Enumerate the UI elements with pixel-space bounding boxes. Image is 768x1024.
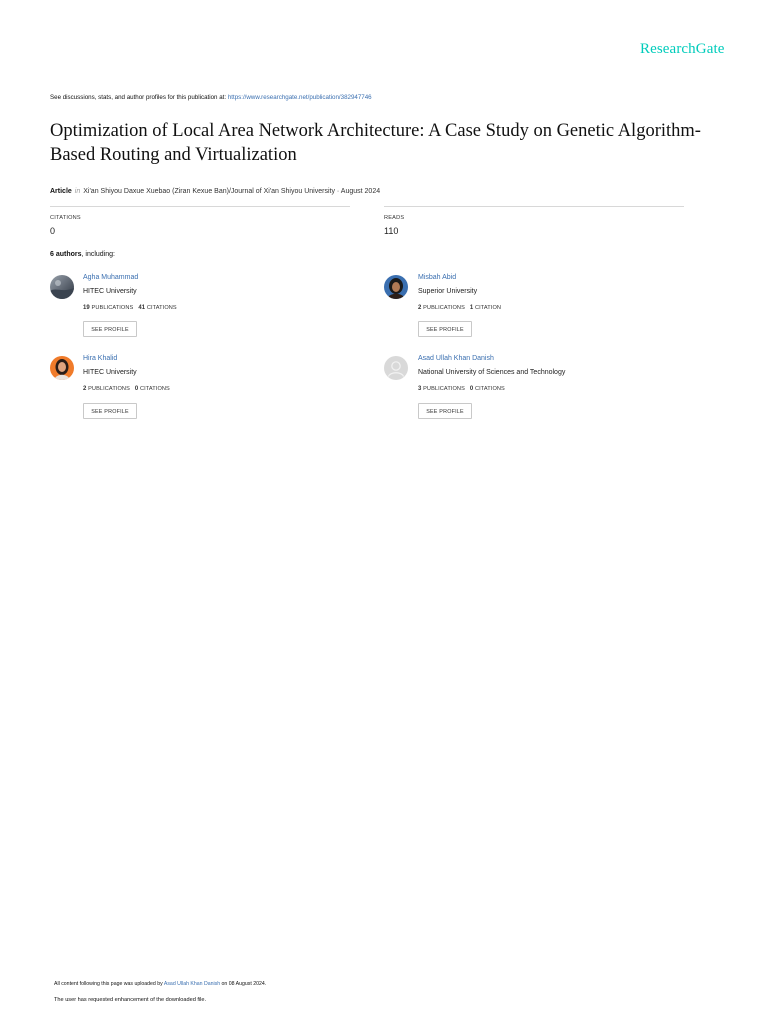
publication-meta — [50, 188, 380, 195]
authors-heading — [50, 251, 115, 258]
meta-separator: · — [334, 188, 341, 195]
upload-notice-prefix: All content following this page was uploaded by — [54, 981, 164, 987]
see-profile-button[interactable]: SEE PROFILE — [418, 403, 472, 419]
author-name-link[interactable]: Hira Khalid — [83, 355, 118, 362]
author-institution: HITEC University — [83, 288, 137, 295]
citations-label: CITATIONS — [474, 386, 505, 392]
upload-notice — [54, 981, 266, 987]
citations-count: 1 — [469, 305, 474, 311]
see-profile-button[interactable]: SEE PROFILE — [418, 321, 472, 337]
publications-count: 2 — [83, 386, 87, 392]
citations-label: CITATIONS — [146, 305, 177, 311]
citations-count: 41 — [138, 305, 146, 311]
author-institution: National University of Sciences and Technology — [418, 369, 566, 376]
see-profile-button[interactable]: SEE PROFILE — [83, 403, 137, 419]
author-institution: HITEC University — [83, 369, 137, 376]
author-name-link[interactable]: Misbah Abid — [418, 274, 457, 281]
publications-count: 19 — [83, 305, 90, 311]
author-institution: Superior University — [418, 288, 478, 295]
in-label: in — [74, 188, 81, 195]
journal-name: Xi'an Shiyou Daxue Xuebao (Ziran Kexue Ban)/Journal of Xi'an Shiyou University — [83, 188, 335, 195]
authors-heading-suffix: , including: — [81, 251, 115, 258]
author-stats — [418, 386, 505, 392]
citations-label: CITATIONS — [50, 215, 81, 221]
default-person-icon[interactable] — [384, 356, 408, 380]
publications-label: PUBLICATIONS — [91, 305, 134, 311]
publications-label: PUBLICATIONS — [88, 386, 130, 392]
see-discussions-text: See discussions, stats, and author profiles for this publication at: — [50, 94, 228, 101]
photo-avatar-icon[interactable] — [384, 275, 408, 299]
citations-count: 0 — [469, 386, 474, 392]
photo-avatar-icon[interactable] — [50, 275, 74, 299]
author-name-link[interactable]: Agha Muhammad — [83, 274, 139, 281]
see-profile-button[interactable]: SEE PROFILE — [83, 321, 137, 337]
uploader-link[interactable]: Asad Ullah Khan Danish — [163, 981, 221, 987]
publication-title: Optimization of Local Area Network Architecture: A Case Study on Genetic Algorithm-Based Routing and Virtualization — [50, 121, 701, 165]
photo-avatar-icon[interactable] — [50, 356, 74, 380]
reads-value: 110 — [384, 226, 399, 236]
publications-label: PUBLICATIONS — [423, 386, 465, 392]
author-name-link[interactable]: Asad Ullah Khan Danish — [418, 355, 494, 362]
publication-date: August 2024 — [340, 188, 381, 195]
publications-label: PUBLICATIONS — [423, 305, 465, 311]
author-stats — [83, 386, 170, 392]
divider-left — [50, 206, 350, 207]
enhancement-notice: The user has requested enhancement of the downloaded file. — [54, 997, 207, 1003]
citations-count: 0 — [134, 386, 139, 392]
reads-label: READS — [384, 215, 405, 221]
publications-count: 2 — [418, 305, 422, 311]
article-type: Article — [50, 188, 72, 195]
see-discussions-line — [50, 94, 372, 101]
publications-count: 3 — [418, 386, 422, 392]
upload-notice-suffix: on 08 August 2024. — [220, 981, 267, 987]
citations-label: CITATIONS — [139, 386, 170, 392]
author-stats — [83, 305, 177, 311]
author-stats — [418, 305, 501, 311]
researchgate-logo[interactable]: ResearchGate — [640, 41, 725, 57]
citations-label: CITATION — [474, 305, 502, 311]
divider-right — [384, 206, 684, 207]
publication-url-link[interactable]: https://www.researchgate.net/publication/382947746 — [227, 94, 372, 101]
citations-value: 0 — [50, 226, 56, 236]
authors-count: 6 authors — [50, 251, 82, 258]
